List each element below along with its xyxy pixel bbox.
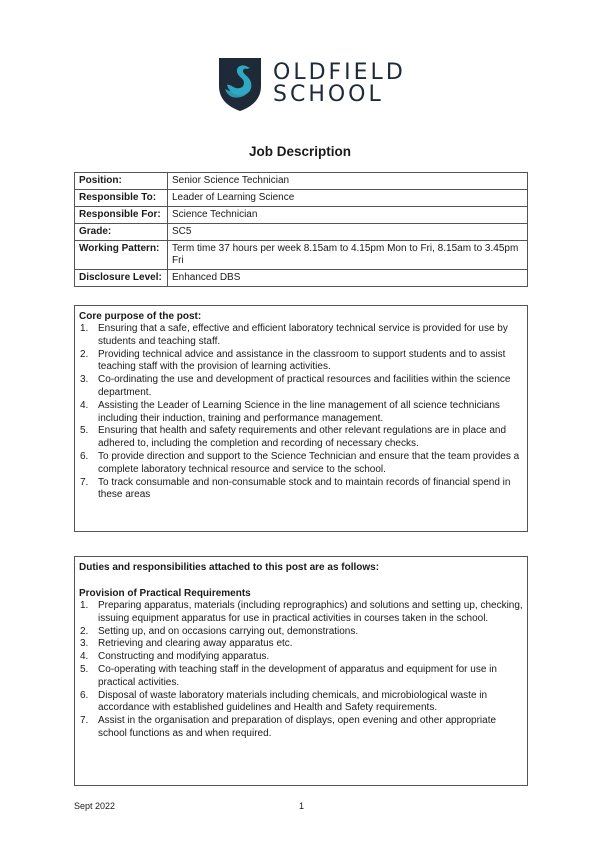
info-value: Science Technician xyxy=(168,207,528,224)
info-key: Position: xyxy=(75,173,168,190)
info-value: SC5 xyxy=(168,224,528,241)
list-item xyxy=(79,477,523,503)
list-item-text: Setting up, and on occasions carrying out, demonstrations. xyxy=(98,625,359,637)
list-item-text: To track consumable and non-consumable stock and to maintain records of financial spend in these areas xyxy=(98,476,511,501)
info-row xyxy=(75,207,528,224)
list-item xyxy=(79,626,523,639)
list-item xyxy=(79,323,523,349)
list-item-text: Assisting the Leader of Learning Science in the line management of all science technicians including their induction, training and performance management. xyxy=(98,399,500,424)
list-item-text: Disposal of waste laboratory materials including chemicals, and microbiological waste in accordance with established guidelines and Health and Safety requirements. xyxy=(98,689,488,714)
duties-heading: Duties and responsibilities attached to this post are as follows: xyxy=(79,562,380,573)
list-item-text: To provide direction and support to the Science Technician and ensure that the team provides a complete laboratory technical resource and service to the school. xyxy=(98,450,520,475)
swan-shield-icon xyxy=(217,56,263,112)
core-purpose-heading: Core purpose of the post: xyxy=(79,311,202,322)
list-item xyxy=(79,715,523,741)
list-item-text: Providing technical advice and assistance in the classroom to support students and to assist teaching staff with the provision of learning activities. xyxy=(98,348,506,373)
logo-line-2: SCHOOL xyxy=(273,82,384,107)
page-title: Job Description xyxy=(248,144,351,159)
info-key: Grade: xyxy=(75,224,168,241)
list-item xyxy=(79,651,523,664)
list-item-text: Co-operating with teaching staff in the development of apparatus and equipment for use in practical activities. xyxy=(98,663,497,688)
footer-page-number: 1 xyxy=(299,801,305,811)
list-item-number: 3. xyxy=(80,638,89,650)
list-item xyxy=(79,690,523,716)
list-item-number: 4. xyxy=(80,399,89,411)
info-value: Senior Science Technician xyxy=(168,173,528,190)
list-item xyxy=(79,664,523,690)
core-purpose-box xyxy=(74,305,528,532)
list-item-number: 6. xyxy=(80,450,89,462)
logo-line-1: OLDFIELD xyxy=(273,60,406,85)
duties-list xyxy=(79,600,523,741)
list-item-text: Retrieving and clearing away apparatus etc. xyxy=(98,638,293,650)
list-item-number: 6. xyxy=(80,689,89,701)
info-row xyxy=(75,270,528,287)
list-item-text: Preparing apparatus, materials (including reprographics) and solutions and setting up, checking, issuing equipment apparatus for use in practical activities in courses taken in the school. xyxy=(98,600,523,624)
info-key: Responsible For: xyxy=(75,207,168,224)
list-item-number: 2. xyxy=(80,348,89,360)
footer-date: Sept 2022 xyxy=(74,801,116,811)
info-row xyxy=(75,241,528,270)
duties-box xyxy=(74,556,528,786)
info-value: Leader of Learning Science xyxy=(168,190,528,207)
list-item-number: 4. xyxy=(80,651,89,663)
list-item xyxy=(79,451,523,477)
list-item-number: 5. xyxy=(80,663,89,675)
list-item xyxy=(79,374,523,400)
list-item-text: Assist in the organisation and preparation of displays, open evening and other appropriate school functions as and when required. xyxy=(98,715,497,739)
list-item-text: Ensuring that a safe, effective and efficient laboratory technical service is provided for use by students and teaching staff. xyxy=(98,323,508,347)
info-key: Responsible To: xyxy=(75,190,168,207)
list-item-number: 1. xyxy=(80,600,89,611)
list-item-number: 2. xyxy=(80,625,89,637)
list-item-number: 7. xyxy=(80,715,89,727)
info-key: Working Pattern: xyxy=(75,241,168,270)
list-item-text: Co-ordinating the use and development of practical resources and facilities within the science department. xyxy=(98,374,511,398)
info-row xyxy=(75,173,528,190)
list-item-number: 1. xyxy=(80,323,89,334)
list-item xyxy=(79,425,523,451)
list-item-number: 3. xyxy=(80,374,89,386)
info-value: Enhanced DBS xyxy=(168,270,528,287)
list-item xyxy=(79,400,523,426)
list-item-number: 7. xyxy=(80,476,89,488)
list-item xyxy=(79,638,523,651)
list-item-text: Ensuring that health and safety requirements and other relevant regulations are in place and adhered to, including the completion and recording of necessary checks. xyxy=(98,425,507,450)
info-key: Disclosure Level: xyxy=(75,270,168,287)
list-item xyxy=(79,600,523,626)
logo-wordmark xyxy=(273,62,406,106)
info-row xyxy=(75,224,528,241)
job-info-table xyxy=(74,172,528,287)
info-value: Term time 37 hours per week 8.15am to 4.15pm Mon to Fri, 8.15am to 3.45pm Fri xyxy=(168,241,528,270)
list-item-number: 5. xyxy=(80,425,89,437)
list-item xyxy=(79,349,523,375)
info-row xyxy=(75,190,528,207)
school-logo xyxy=(217,56,406,112)
list-item-text: Constructing and modifying apparatus. xyxy=(98,651,270,663)
core-purpose-list xyxy=(79,323,523,502)
duties-subheading: Provision of Practical Requirements xyxy=(79,588,251,599)
